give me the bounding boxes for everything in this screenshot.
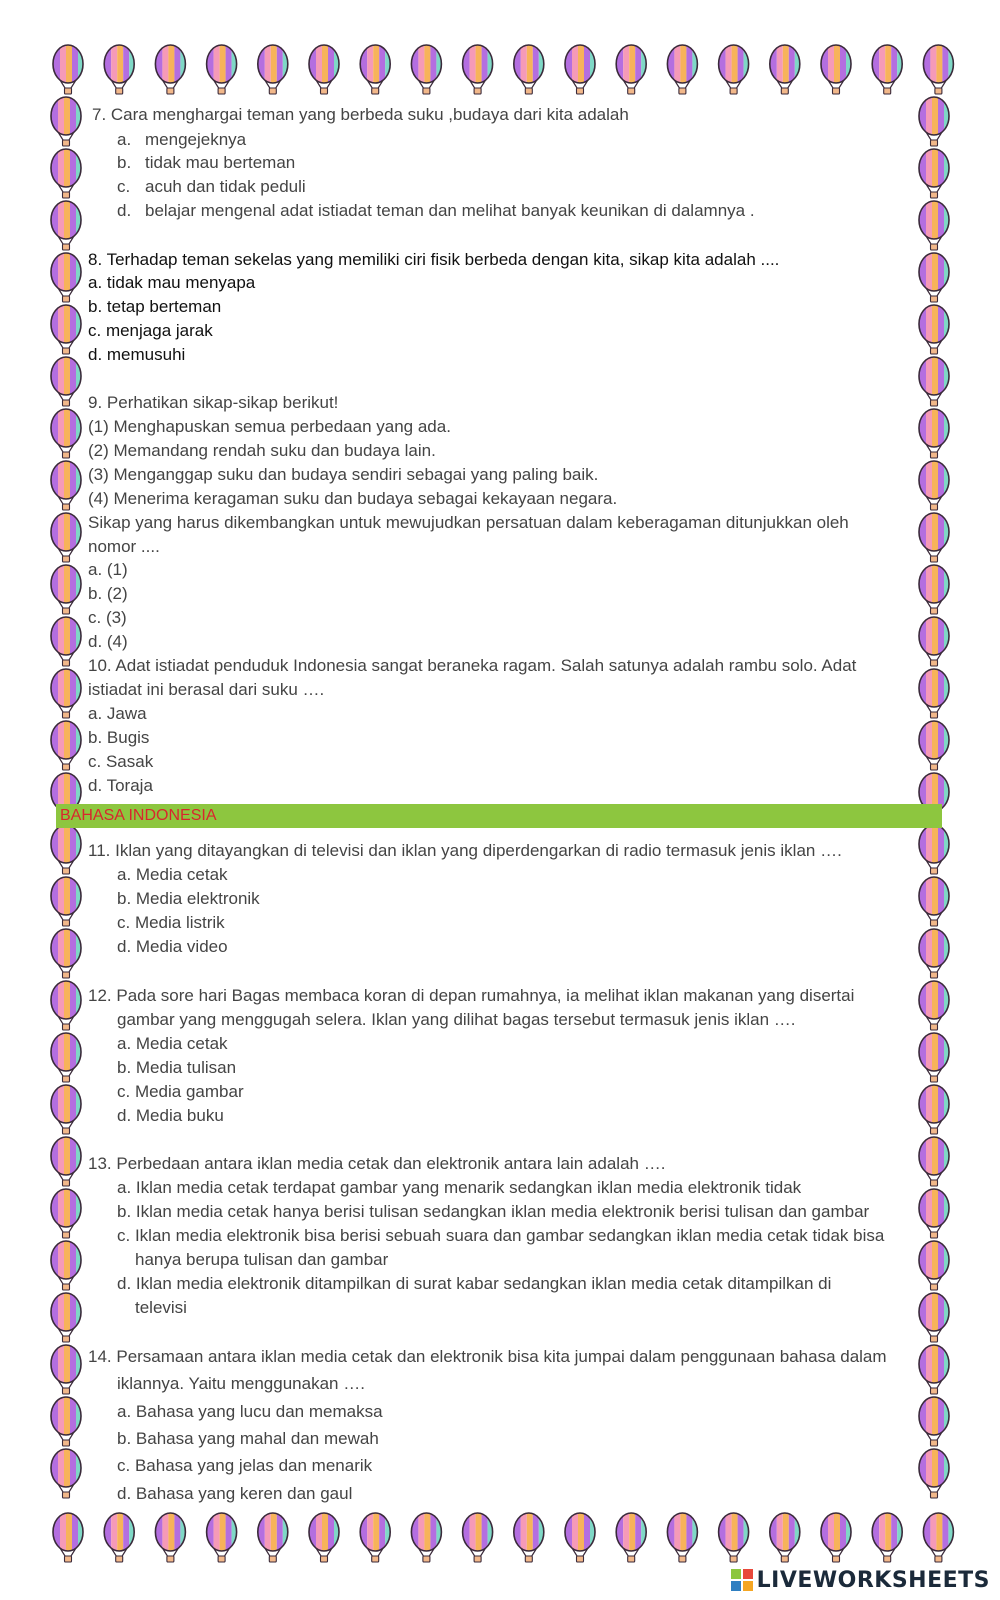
answer-option: d. Iklan media elektronik ditampilkan di surat kabar sedangkan iklan media cetak ditampilkan di	[117, 1274, 832, 1293]
answer-option: a. (1)	[88, 560, 128, 579]
question-text: 9. Perhatikan sikap-sikap berikut!	[88, 393, 339, 412]
question-text: 8. Terhadap teman sekelas yang memiliki ciri fisik berbeda dengan kita, sikap kita adalah ....	[88, 250, 780, 269]
answer-option: c. Media listrik	[117, 913, 225, 932]
option-letter: a.	[117, 130, 132, 149]
question-text-line: gambar yang menggugah selera. Iklan yang dilihat bagas tersebut termasuk jenis iklan ….	[117, 1010, 796, 1029]
answer-option: b. Iklan media cetak hanya berisi tulisan sedangkan iklan media elektronik berisi tulisan dan gambar	[117, 1202, 870, 1221]
answer-option: c. Sasak	[88, 752, 154, 771]
answer-option: a. Iklan media cetak terdapat gambar yang menarik sedangkan iklan media elektronik tidak	[117, 1178, 802, 1197]
brand-text: LIVEWORKSHEETS	[756, 1567, 990, 1593]
answer-option: a. tidak mau menyapa	[88, 273, 256, 292]
answer-option: c. (3)	[88, 608, 127, 627]
question-text: 14. Persamaan antara iklan media cetak dan elektronik bisa kita jumpai dalam penggunaan bahasa dalam	[88, 1347, 887, 1366]
option-letter: b.	[117, 153, 132, 172]
question-text-line: (3) Menganggap suku dan budaya sendiri sebagai yang paling baik.	[88, 465, 599, 484]
option-text: belajar mengenal adat istiadat teman dan melihat banyak keunikan di dalamnya .	[145, 201, 755, 220]
answer-option: d. Bahasa yang keren dan gaul	[117, 1484, 353, 1503]
answer-option: d. memusuhi	[88, 345, 186, 364]
liveworksheets-brand[interactable]	[731, 1564, 990, 1596]
answer-option: d. Toraja	[88, 776, 153, 795]
question-text: 7. Cara menghargai teman yang berbeda suku ,budaya dari kita adalah	[92, 105, 629, 124]
answer-option: d. (4)	[88, 632, 128, 651]
question-text-line: iklannya. Yaitu menggunakan ….	[117, 1374, 365, 1393]
question-text-line: (1) Menghapuskan semua perbedaan yang ada.	[88, 417, 451, 436]
question-text-line: (4) Menerima keragaman suku dan budaya sebagai kekayaan negara.	[88, 489, 618, 508]
question-text-line: Sikap yang harus dikembangkan untuk mewujudkan persatuan dalam keberagaman ditunjukkan oleh	[88, 513, 849, 532]
question-text-line: (2) Memandang rendah suku dan budaya lain.	[88, 441, 436, 460]
question-text: 11. Iklan yang ditayangkan di televisi dan iklan yang diperdengarkan di radio termasuk jenis iklan ….	[88, 841, 842, 860]
answer-option: a. Media cetak	[117, 1034, 228, 1053]
question-text-line: nomor ....	[88, 537, 160, 556]
answer-option: a. Jawa	[88, 704, 147, 723]
answer-option: b. tetap berteman	[88, 297, 222, 316]
answer-option: c. Iklan media elektronik bisa berisi sebuah suara dan gambar sedangkan iklan media cetak tidak bisa	[117, 1226, 885, 1245]
answer-option: b. Media elektronik	[117, 889, 260, 908]
answer-option: b. Bugis	[88, 728, 150, 747]
answer-option: b. (2)	[88, 584, 128, 603]
option-letter: c.	[117, 177, 131, 196]
liveworksheets-logo-icon	[731, 1569, 753, 1591]
question-text: 13. Perbedaan antara iklan media cetak dan elektronik antara lain adalah ….	[88, 1154, 666, 1173]
answer-option: d. Media buku	[117, 1106, 224, 1125]
answer-option: hanya berupa tulisan dan gambar	[135, 1250, 389, 1269]
answer-option: d. Media video	[117, 937, 228, 956]
option-text: mengejeknya	[145, 130, 247, 149]
section-title: BAHASA INDONESIA	[60, 807, 217, 824]
answer-option: a. Bahasa yang lucu dan memaksa	[117, 1402, 383, 1421]
answer-option: b. Bahasa yang mahal dan mewah	[117, 1429, 379, 1448]
option-text: acuh dan tidak peduli	[145, 177, 306, 196]
option-letter: d.	[117, 201, 132, 220]
answer-option: c. menjaga jarak	[88, 321, 213, 340]
answer-option: c. Bahasa yang jelas dan menarik	[117, 1456, 373, 1475]
option-text: tidak mau berteman	[145, 153, 296, 172]
question-text: 12. Pada sore hari Bagas membaca koran di depan rumahnya, ia melihat iklan makanan yang disertai	[88, 986, 855, 1005]
answer-option: c. Media gambar	[117, 1082, 244, 1101]
question-text: 10. Adat istiadat penduduk Indonesia sangat beraneka ragam. Salah satunya adalah rambu solo. Adat	[88, 656, 857, 675]
answer-option: a. Media cetak	[117, 865, 228, 884]
answer-option: televisi	[135, 1298, 187, 1317]
question-text-line: istiadat ini berasal dari suku ….	[88, 680, 325, 699]
answer-option: b. Media tulisan	[117, 1058, 237, 1077]
